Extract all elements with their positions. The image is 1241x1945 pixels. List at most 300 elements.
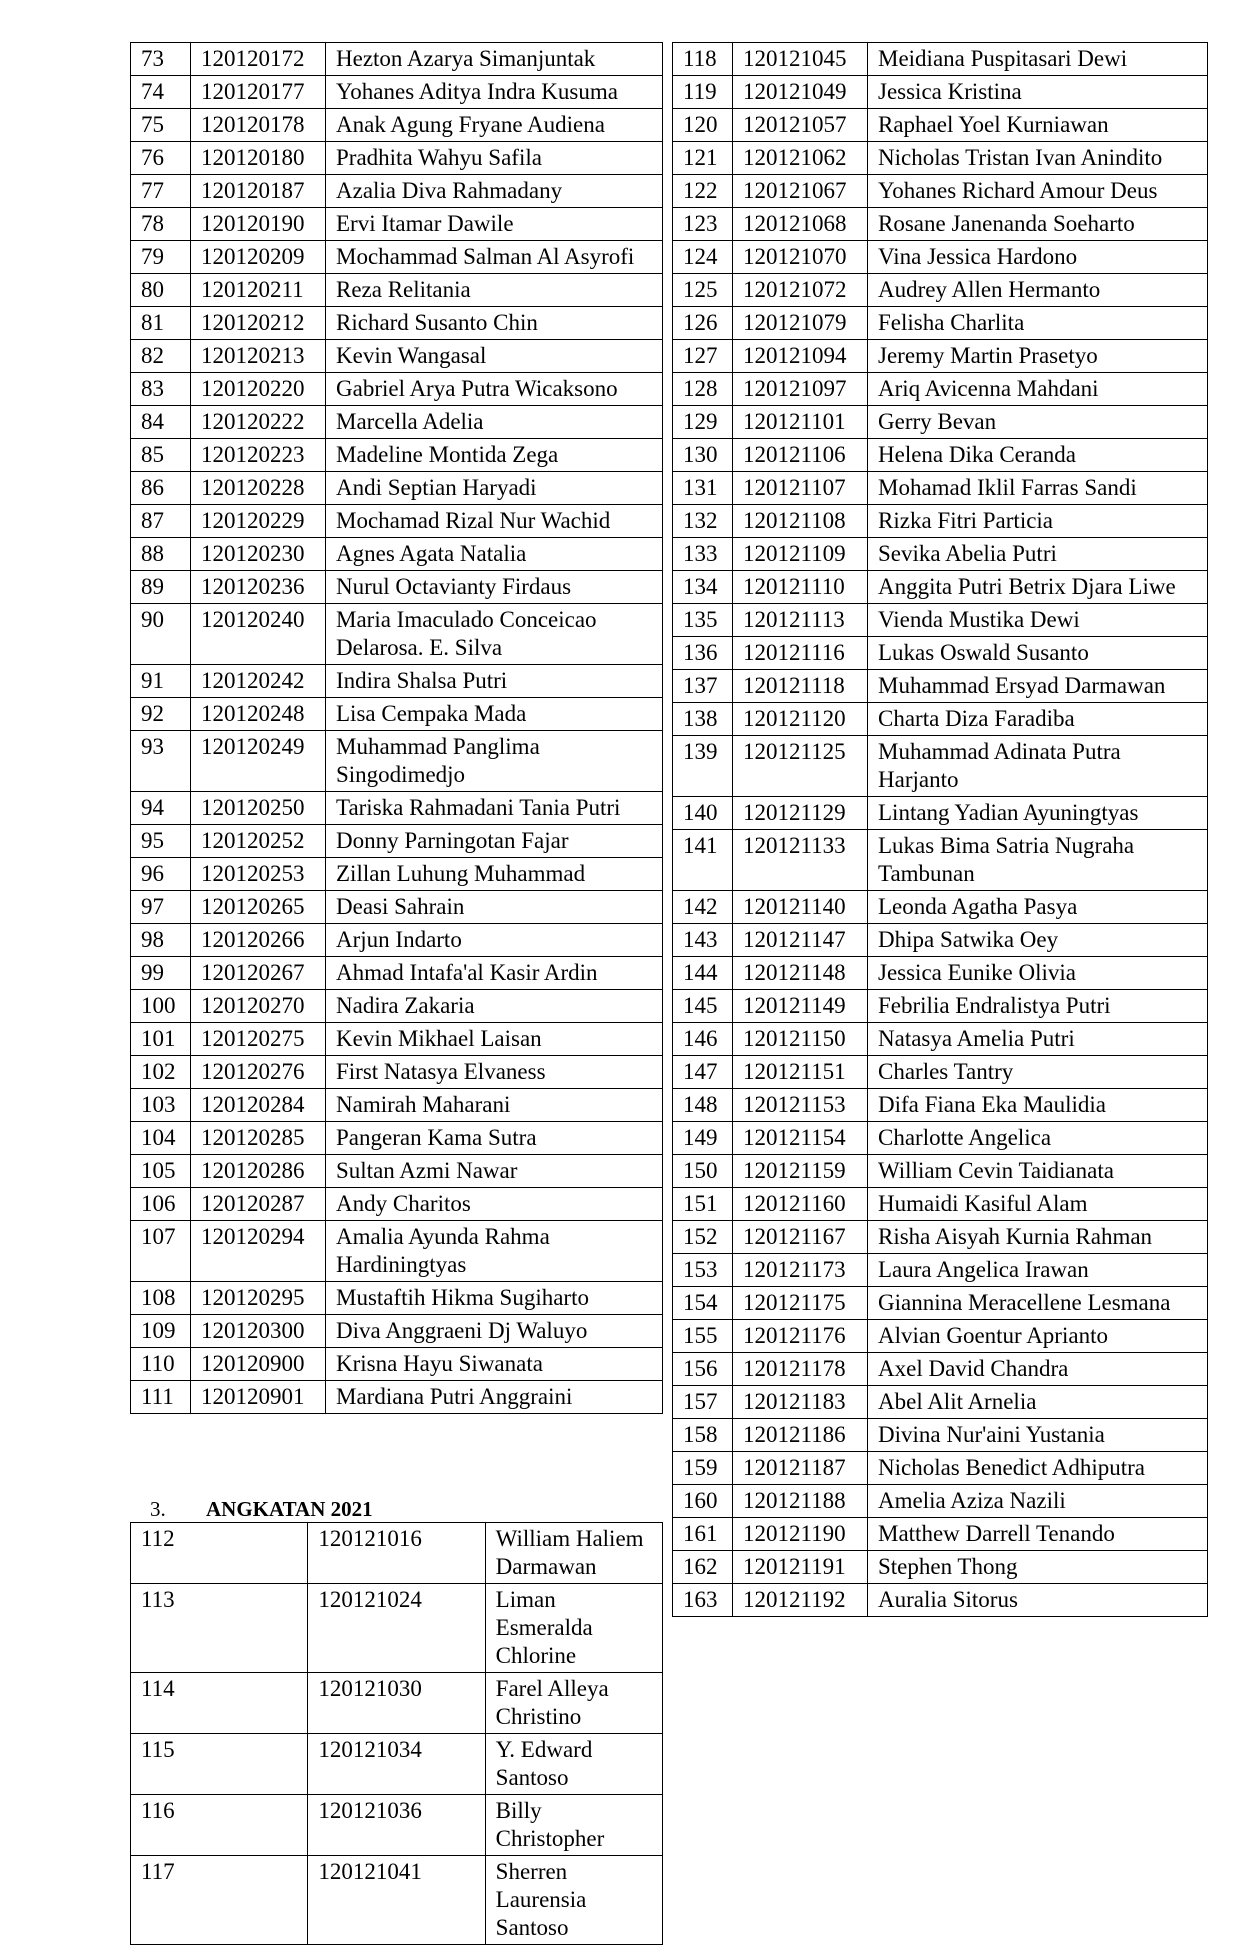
student-name: Stephen Thong bbox=[868, 1551, 1208, 1584]
student-id: 120121107 bbox=[733, 472, 868, 505]
table-row bbox=[131, 1315, 663, 1348]
table-row bbox=[131, 957, 663, 990]
table-row bbox=[673, 957, 1208, 990]
student-id: 120120300 bbox=[191, 1315, 326, 1348]
student-id: 120121129 bbox=[733, 797, 868, 830]
row-number: 138 bbox=[673, 703, 733, 736]
table-row bbox=[131, 43, 663, 76]
student-name: Jeremy Martin Prasetyo bbox=[868, 340, 1208, 373]
row-number: 153 bbox=[673, 1254, 733, 1287]
table-row bbox=[673, 1089, 1208, 1122]
table-row bbox=[131, 1056, 663, 1089]
table-row bbox=[131, 1734, 663, 1795]
row-number: 122 bbox=[673, 175, 733, 208]
row-number: 124 bbox=[673, 241, 733, 274]
student-name: Maria Imaculado Conceicao Delarosa. E. Silva bbox=[326, 604, 663, 665]
student-name: Mustaftih Hikma Sugiharto bbox=[326, 1282, 663, 1315]
student-name: Diva Anggraeni Dj Waluyo bbox=[326, 1315, 663, 1348]
row-number: 126 bbox=[673, 307, 733, 340]
table-row bbox=[131, 1089, 663, 1122]
student-name: Tariska Rahmadani Tania Putri bbox=[326, 792, 663, 825]
row-number: 158 bbox=[673, 1419, 733, 1452]
student-id: 120120287 bbox=[191, 1188, 326, 1221]
table-row bbox=[673, 924, 1208, 957]
student-id: 120120252 bbox=[191, 825, 326, 858]
student-id: 120121057 bbox=[733, 109, 868, 142]
student-name: Nadira Zakaria bbox=[326, 990, 663, 1023]
student-name: Charles Tantry bbox=[868, 1056, 1208, 1089]
row-number: 77 bbox=[131, 175, 191, 208]
table-row bbox=[673, 1221, 1208, 1254]
row-number: 101 bbox=[131, 1023, 191, 1056]
student-name: Febrilia Endralistya Putri bbox=[868, 990, 1208, 1023]
table-row bbox=[131, 1795, 663, 1856]
student-name: Lukas Bima Satria Nugraha Tambunan bbox=[868, 830, 1208, 891]
row-number: 97 bbox=[131, 891, 191, 924]
student-id: 120121176 bbox=[733, 1320, 868, 1353]
row-number: 141 bbox=[673, 830, 733, 891]
table-row bbox=[131, 665, 663, 698]
table-row bbox=[673, 406, 1208, 439]
student-name: Sevika Abelia Putri bbox=[868, 538, 1208, 571]
student-name: Rosane Janenanda Soeharto bbox=[868, 208, 1208, 241]
row-number: 112 bbox=[131, 1523, 308, 1584]
student-id: 120121191 bbox=[733, 1551, 868, 1584]
student-id: 120121030 bbox=[308, 1673, 485, 1734]
student-name: Charlotte Angelica bbox=[868, 1122, 1208, 1155]
row-number: 162 bbox=[673, 1551, 733, 1584]
table-row bbox=[131, 571, 663, 604]
table-row bbox=[131, 1282, 663, 1315]
table-row bbox=[673, 1518, 1208, 1551]
row-number: 152 bbox=[673, 1221, 733, 1254]
student-name: Gabriel Arya Putra Wicaksono bbox=[326, 373, 663, 406]
table-row bbox=[673, 797, 1208, 830]
student-name: Difa Fiana Eka Maulidia bbox=[868, 1089, 1208, 1122]
student-name: Amalia Ayunda Rahma Hardiningtyas bbox=[326, 1221, 663, 1282]
section-title: ANGKATAN 2021 bbox=[206, 1497, 373, 1521]
row-number: 147 bbox=[673, 1056, 733, 1089]
student-name: Nurul Octavianty Firdaus bbox=[326, 571, 663, 604]
student-id: 120121110 bbox=[733, 571, 868, 604]
table-row bbox=[673, 604, 1208, 637]
table-row bbox=[673, 1485, 1208, 1518]
student-id: 120121173 bbox=[733, 1254, 868, 1287]
student-id: 120120275 bbox=[191, 1023, 326, 1056]
student-id: 120120229 bbox=[191, 505, 326, 538]
row-number: 79 bbox=[131, 241, 191, 274]
section-heading bbox=[150, 1497, 373, 1522]
student-id: 120121109 bbox=[733, 538, 868, 571]
table-row bbox=[673, 307, 1208, 340]
row-number: 81 bbox=[131, 307, 191, 340]
row-number: 83 bbox=[131, 373, 191, 406]
table-row bbox=[131, 142, 663, 175]
row-number: 87 bbox=[131, 505, 191, 538]
row-number: 129 bbox=[673, 406, 733, 439]
student-id: 120120190 bbox=[191, 208, 326, 241]
student-id: 120120177 bbox=[191, 76, 326, 109]
table-row bbox=[131, 792, 663, 825]
student-name: Zillan Luhung Muhammad bbox=[326, 858, 663, 891]
student-id: 120121116 bbox=[733, 637, 868, 670]
table-row bbox=[131, 1584, 663, 1673]
student-id: 120121101 bbox=[733, 406, 868, 439]
student-name: Giannina Meracellene Lesmana bbox=[868, 1287, 1208, 1320]
student-id: 120121068 bbox=[733, 208, 868, 241]
student-id: 120121049 bbox=[733, 76, 868, 109]
student-id: 120121188 bbox=[733, 1485, 868, 1518]
table-row bbox=[673, 891, 1208, 924]
table-row bbox=[673, 637, 1208, 670]
student-id: 120121125 bbox=[733, 736, 868, 797]
row-number: 136 bbox=[673, 637, 733, 670]
student-id: 120121153 bbox=[733, 1089, 868, 1122]
student-id: 120120267 bbox=[191, 957, 326, 990]
student-id: 120120253 bbox=[191, 858, 326, 891]
row-number: 103 bbox=[131, 1089, 191, 1122]
student-table-right bbox=[672, 42, 1208, 1617]
table-row bbox=[673, 990, 1208, 1023]
row-number: 74 bbox=[131, 76, 191, 109]
student-id: 120120172 bbox=[191, 43, 326, 76]
table-row bbox=[673, 1584, 1208, 1617]
table-row bbox=[131, 1523, 663, 1584]
student-name: Krisna Hayu Siwanata bbox=[326, 1348, 663, 1381]
row-number: 95 bbox=[131, 825, 191, 858]
student-name: Ariq Avicenna Mahdani bbox=[868, 373, 1208, 406]
table-row bbox=[131, 1221, 663, 1282]
student-name: Marcella Adelia bbox=[326, 406, 663, 439]
student-id: 120121036 bbox=[308, 1795, 485, 1856]
student-name: Muhammad Ersyad Darmawan bbox=[868, 670, 1208, 703]
student-name: Arjun Indarto bbox=[326, 924, 663, 957]
table-row bbox=[673, 373, 1208, 406]
row-number: 123 bbox=[673, 208, 733, 241]
student-name: Pradhita Wahyu Safila bbox=[326, 142, 663, 175]
student-name: Azalia Diva Rahmadany bbox=[326, 175, 663, 208]
row-number: 125 bbox=[673, 274, 733, 307]
table-row bbox=[673, 571, 1208, 604]
table-row bbox=[131, 340, 663, 373]
table-row bbox=[673, 1254, 1208, 1287]
student-name: Kevin Mikhael Laisan bbox=[326, 1023, 663, 1056]
student-name: Kevin Wangasal bbox=[326, 340, 663, 373]
student-id: 120120230 bbox=[191, 538, 326, 571]
student-id: 120121070 bbox=[733, 241, 868, 274]
row-number: 100 bbox=[131, 990, 191, 1023]
table-row bbox=[673, 208, 1208, 241]
student-id: 120121034 bbox=[308, 1734, 485, 1795]
row-number: 128 bbox=[673, 373, 733, 406]
row-number: 98 bbox=[131, 924, 191, 957]
student-id: 120120223 bbox=[191, 439, 326, 472]
student-id: 120120209 bbox=[191, 241, 326, 274]
table-row bbox=[673, 274, 1208, 307]
row-number: 104 bbox=[131, 1122, 191, 1155]
student-name: Felisha Charlita bbox=[868, 307, 1208, 340]
row-number: 143 bbox=[673, 924, 733, 957]
row-number: 102 bbox=[131, 1056, 191, 1089]
table-row bbox=[673, 340, 1208, 373]
student-name: Hezton Azarya Simanjuntak bbox=[326, 43, 663, 76]
student-name: Gerry Bevan bbox=[868, 406, 1208, 439]
row-number: 82 bbox=[131, 340, 191, 373]
student-id: 120121148 bbox=[733, 957, 868, 990]
row-number: 108 bbox=[131, 1282, 191, 1315]
student-name: Anggita Putri Betrix Djara Liwe bbox=[868, 571, 1208, 604]
row-number: 121 bbox=[673, 142, 733, 175]
row-number: 155 bbox=[673, 1320, 733, 1353]
row-number: 150 bbox=[673, 1155, 733, 1188]
student-name: Lisa Cempaka Mada bbox=[326, 698, 663, 731]
row-number: 78 bbox=[131, 208, 191, 241]
row-number: 139 bbox=[673, 736, 733, 797]
row-number: 89 bbox=[131, 571, 191, 604]
student-name: Pangeran Kama Sutra bbox=[326, 1122, 663, 1155]
table-row bbox=[673, 538, 1208, 571]
student-id: 120121113 bbox=[733, 604, 868, 637]
row-number: 117 bbox=[131, 1856, 308, 1945]
student-name: Alvian Goentur Aprianto bbox=[868, 1320, 1208, 1353]
table-row bbox=[673, 1320, 1208, 1353]
student-name: Vina Jessica Hardono bbox=[868, 241, 1208, 274]
student-name: Reza Relitania bbox=[326, 274, 663, 307]
student-id: 120121178 bbox=[733, 1353, 868, 1386]
row-number: 115 bbox=[131, 1734, 308, 1795]
student-name: Dhipa Satwika Oey bbox=[868, 924, 1208, 957]
student-name: Nicholas Tristan Ivan Anindito bbox=[868, 142, 1208, 175]
table-row bbox=[131, 274, 663, 307]
student-id: 120120242 bbox=[191, 665, 326, 698]
student-id: 120120265 bbox=[191, 891, 326, 924]
table-row bbox=[131, 1673, 663, 1734]
student-name: Agnes Agata Natalia bbox=[326, 538, 663, 571]
student-id: 120120180 bbox=[191, 142, 326, 175]
table-row bbox=[131, 109, 663, 142]
table-row bbox=[673, 439, 1208, 472]
row-number: 157 bbox=[673, 1386, 733, 1419]
table-row bbox=[131, 241, 663, 274]
row-number: 76 bbox=[131, 142, 191, 175]
student-id: 120121140 bbox=[733, 891, 868, 924]
student-name: Yohanes Aditya Indra Kusuma bbox=[326, 76, 663, 109]
table-row bbox=[673, 1056, 1208, 1089]
student-name: Ervi Itamar Dawile bbox=[326, 208, 663, 241]
student-table-left bbox=[130, 42, 663, 1414]
student-name: Andy Charitos bbox=[326, 1188, 663, 1221]
table-row bbox=[131, 505, 663, 538]
student-name: Donny Parningotan Fajar bbox=[326, 825, 663, 858]
student-id: 120121118 bbox=[733, 670, 868, 703]
table-row bbox=[673, 175, 1208, 208]
row-number: 110 bbox=[131, 1348, 191, 1381]
student-name: Mochammad Salman Al Asyrofi bbox=[326, 241, 663, 274]
student-name: Muhammad Adinata Putra Harjanto bbox=[868, 736, 1208, 797]
table-row bbox=[673, 1551, 1208, 1584]
student-name: Mardiana Putri Anggraini bbox=[326, 1381, 663, 1414]
student-id: 120120212 bbox=[191, 307, 326, 340]
table-row bbox=[131, 891, 663, 924]
student-name: Billy Christopher bbox=[485, 1795, 662, 1856]
student-name: Abel Alit Arnelia bbox=[868, 1386, 1208, 1419]
row-number: 111 bbox=[131, 1381, 191, 1414]
student-id: 120121079 bbox=[733, 307, 868, 340]
student-name: Meidiana Puspitasari Dewi bbox=[868, 43, 1208, 76]
student-id: 120120220 bbox=[191, 373, 326, 406]
row-number: 140 bbox=[673, 797, 733, 830]
table-row bbox=[673, 1386, 1208, 1419]
row-number: 90 bbox=[131, 604, 191, 665]
table-row bbox=[131, 1348, 663, 1381]
student-id: 120121094 bbox=[733, 340, 868, 373]
student-name: Vienda Mustika Dewi bbox=[868, 604, 1208, 637]
student-name: Natasya Amelia Putri bbox=[868, 1023, 1208, 1056]
student-name: William Cevin Taidianata bbox=[868, 1155, 1208, 1188]
row-number: 105 bbox=[131, 1155, 191, 1188]
table-row bbox=[673, 142, 1208, 175]
row-number: 88 bbox=[131, 538, 191, 571]
table-row bbox=[673, 1452, 1208, 1485]
row-number: 137 bbox=[673, 670, 733, 703]
row-number: 120 bbox=[673, 109, 733, 142]
row-number: 156 bbox=[673, 1353, 733, 1386]
student-name: Axel David Chandra bbox=[868, 1353, 1208, 1386]
student-id: 120121190 bbox=[733, 1518, 868, 1551]
student-name: Jessica Eunike Olivia bbox=[868, 957, 1208, 990]
student-id: 120120295 bbox=[191, 1282, 326, 1315]
table-row bbox=[131, 373, 663, 406]
student-id: 120121041 bbox=[308, 1856, 485, 1945]
student-id: 120121186 bbox=[733, 1419, 868, 1452]
student-name: William Haliem Darmawan bbox=[485, 1523, 662, 1584]
student-name: Deasi Sahrain bbox=[326, 891, 663, 924]
row-number: 159 bbox=[673, 1452, 733, 1485]
student-id: 120121108 bbox=[733, 505, 868, 538]
student-id: 120121045 bbox=[733, 43, 868, 76]
row-number: 133 bbox=[673, 538, 733, 571]
student-name: Nicholas Benedict Adhiputra bbox=[868, 1452, 1208, 1485]
student-id: 120121067 bbox=[733, 175, 868, 208]
student-name: Humaidi Kasiful Alam bbox=[868, 1188, 1208, 1221]
student-table-2021 bbox=[130, 1522, 663, 1945]
student-name: Farel Alleya Christino bbox=[485, 1673, 662, 1734]
row-number: 114 bbox=[131, 1673, 308, 1734]
row-number: 144 bbox=[673, 957, 733, 990]
student-name: Matthew Darrell Tenando bbox=[868, 1518, 1208, 1551]
table-row bbox=[673, 1353, 1208, 1386]
student-name: Jessica Kristina bbox=[868, 76, 1208, 109]
student-name: Divina Nur'aini Yustania bbox=[868, 1419, 1208, 1452]
student-id: 120120178 bbox=[191, 109, 326, 142]
table-row bbox=[673, 1287, 1208, 1320]
student-id: 120120240 bbox=[191, 604, 326, 665]
section-number: 3. bbox=[150, 1497, 166, 1521]
student-name: Andi Septian Haryadi bbox=[326, 472, 663, 505]
table-row bbox=[131, 439, 663, 472]
table-row bbox=[673, 241, 1208, 274]
student-id: 120120187 bbox=[191, 175, 326, 208]
table-row bbox=[131, 208, 663, 241]
table-row bbox=[131, 1023, 663, 1056]
table-row bbox=[131, 307, 663, 340]
row-number: 107 bbox=[131, 1221, 191, 1282]
student-name: Anak Agung Fryane Audiena bbox=[326, 109, 663, 142]
row-number: 118 bbox=[673, 43, 733, 76]
student-id: 120121183 bbox=[733, 1386, 868, 1419]
student-id: 120121062 bbox=[733, 142, 868, 175]
table-row bbox=[673, 1122, 1208, 1155]
table-row bbox=[131, 175, 663, 208]
row-number: 96 bbox=[131, 858, 191, 891]
row-number: 130 bbox=[673, 439, 733, 472]
student-id: 120120213 bbox=[191, 340, 326, 373]
table-row bbox=[673, 1188, 1208, 1221]
table-row bbox=[131, 924, 663, 957]
row-number: 73 bbox=[131, 43, 191, 76]
table-row bbox=[673, 109, 1208, 142]
student-id: 120120901 bbox=[191, 1381, 326, 1414]
row-number: 161 bbox=[673, 1518, 733, 1551]
student-id: 120120285 bbox=[191, 1122, 326, 1155]
student-name: Laura Angelica Irawan bbox=[868, 1254, 1208, 1287]
row-number: 92 bbox=[131, 698, 191, 731]
table-row bbox=[673, 830, 1208, 891]
student-id: 120120286 bbox=[191, 1155, 326, 1188]
table-row bbox=[131, 538, 663, 571]
row-number: 99 bbox=[131, 957, 191, 990]
student-name: Helena Dika Ceranda bbox=[868, 439, 1208, 472]
table-row bbox=[131, 825, 663, 858]
row-number: 116 bbox=[131, 1795, 308, 1856]
row-number: 160 bbox=[673, 1485, 733, 1518]
student-id: 120121159 bbox=[733, 1155, 868, 1188]
student-id: 120120222 bbox=[191, 406, 326, 439]
table-row bbox=[131, 472, 663, 505]
student-id: 120120266 bbox=[191, 924, 326, 957]
row-number: 106 bbox=[131, 1188, 191, 1221]
student-name: Ahmad Intafa'al Kasir Ardin bbox=[326, 957, 663, 990]
student-name: Lukas Oswald Susanto bbox=[868, 637, 1208, 670]
table-row bbox=[131, 604, 663, 665]
row-number: 91 bbox=[131, 665, 191, 698]
student-id: 120121160 bbox=[733, 1188, 868, 1221]
table-row bbox=[673, 472, 1208, 505]
student-id: 120120250 bbox=[191, 792, 326, 825]
student-name: Sultan Azmi Nawar bbox=[326, 1155, 663, 1188]
student-id: 120120276 bbox=[191, 1056, 326, 1089]
student-name: Madeline Montida Zega bbox=[326, 439, 663, 472]
row-number: 132 bbox=[673, 505, 733, 538]
row-number: 134 bbox=[673, 571, 733, 604]
student-id: 120121149 bbox=[733, 990, 868, 1023]
row-number: 113 bbox=[131, 1584, 308, 1673]
table-row bbox=[673, 1023, 1208, 1056]
student-name: Sherren Laurensia Santoso bbox=[485, 1856, 662, 1945]
table-row bbox=[131, 858, 663, 891]
table-row bbox=[131, 1155, 663, 1188]
student-id: 120121192 bbox=[733, 1584, 868, 1617]
student-name: Mohamad Iklil Farras Sandi bbox=[868, 472, 1208, 505]
table-row bbox=[673, 703, 1208, 736]
student-name: Amelia Aziza Nazili bbox=[868, 1485, 1208, 1518]
table-row bbox=[673, 736, 1208, 797]
student-name: Indira Shalsa Putri bbox=[326, 665, 663, 698]
student-name: Mochamad Rizal Nur Wachid bbox=[326, 505, 663, 538]
row-number: 142 bbox=[673, 891, 733, 924]
student-name: Audrey Allen Hermanto bbox=[868, 274, 1208, 307]
student-name: Auralia Sitorus bbox=[868, 1584, 1208, 1617]
